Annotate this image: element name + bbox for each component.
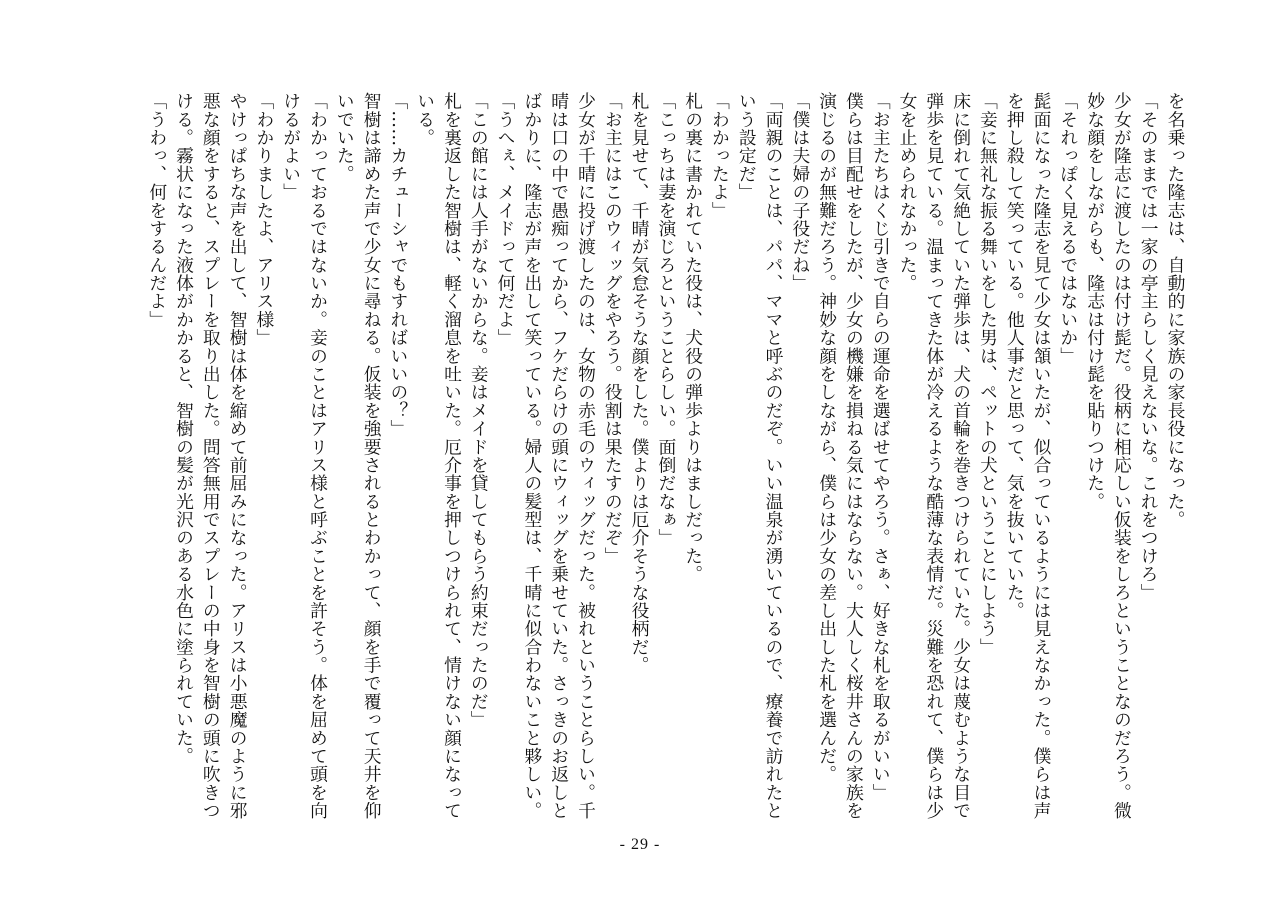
paragraph: 「うへぇ、メイドって何だよ」 bbox=[495, 92, 517, 347]
paragraph: 「こっちは妻を演じろということらしい。面倒だなぁ」 bbox=[655, 92, 677, 547]
paragraph: 「お主たちはくじ引きで自らの運命を選ばせてやろう。さぁ、好きな札を取るがいい」 bbox=[870, 92, 892, 802]
paragraph: を名乗った隆志は、自動的に家族の家長役になった。 bbox=[1165, 92, 1186, 529]
vertical-text-body bbox=[118, 92, 1188, 836]
paragraph: 「そのままでは一家の亭主らしく見えないな。これをつけろ」 bbox=[1138, 92, 1160, 602]
paragraph: 「妾に無礼な振る舞いをした男は、ペットの犬ということにしよう」 bbox=[977, 92, 999, 656]
paragraph: 僕らは目配せをしたが、少女の機嫌を損ねる気にはならない。大人しく桜井さんの家族を演じるのが無難だろう。神妙な顔をしながら、僕らは少女の差し出した札を選んだ。 bbox=[816, 92, 865, 820]
paragraph: やけっぱちな声を出して、智樹は体を縮めて前屈みになった。アリスは小悪魔のように邪悪な顔をすると、スプレーを取り出した。問答無用でスプレーの中身を智樹の頭に吹きつける。霧状になった液体がかかると、智樹の髪が光沢のある水色に塗られていた。 bbox=[173, 92, 249, 820]
paragraph: 少女が隆志に渡したのは付け髭だ。役柄に相応しい仮装をしろということなのだろう。微妙な顔をしながらも、隆志は付け髭を貼りつけた。 bbox=[1084, 92, 1133, 820]
paragraph: 智樹は諦めた声で少女に尋ねる。仮装を強要されるとわかって、顔を手で覆って天井を仰いでいた。 bbox=[334, 92, 383, 820]
paragraph: 「わかったよ」 bbox=[709, 92, 731, 220]
paragraph: 「この館には人手がないからな。妾はメイドを貸してもらう約束だったのだ」 bbox=[468, 92, 490, 729]
paragraph: 床に倒れて気絶していた弾歩は、犬の首輪を巻きつけられていた。少女は蔑むような目で弾歩を見ている。温まってきた体が冷えるような酷薄な表情だ。災難を恐れて、僕らは少女を止められなかった。 bbox=[897, 92, 972, 820]
paragraph: 札を見せて、千晴が気怠そうな顔をした。僕よりは厄介そうな役柄だ。 bbox=[629, 92, 651, 675]
paragraph: 札の裏に書かれていた役は、犬役の弾歩よりはましだった。 bbox=[682, 92, 704, 584]
paragraph: 髭面になった隆志を見て少女は頷いたが、似合っているようには見えなかった。僕らは声を押し殺して笑っている。他人事だと思って、気を抜いていた。 bbox=[1004, 92, 1053, 820]
paragraph: 「うわっ、何をするんだよ」 bbox=[146, 92, 168, 329]
page-number: - 29 - bbox=[619, 836, 661, 853]
paragraph: 札を裏返した智樹は、軽く溜息を吐いた。厄介事を押しつけられて、情けない顔になっている。 bbox=[414, 92, 463, 820]
paragraph: 「両親のことは、パパ、ママと呼ぶのだぞ。いい温泉が湧いているので、療養で訪れたという設定だ」 bbox=[736, 92, 785, 820]
paragraph: 「……カチューシャでもすればいいの？」 bbox=[387, 92, 409, 438]
paragraph: 「僕は夫婦の子役だね」 bbox=[789, 92, 811, 293]
paragraph: 「お主にはこのウィッグをやろう。役割は果たすのだぞ」 bbox=[602, 92, 624, 565]
paragraph: 「わかっておるではないか。妾のことはアリス様と呼ぶことを許そう。体を屈めて頭を向けるがよい」 bbox=[280, 92, 329, 820]
paragraph: 「それっぽく見えるではないか」 bbox=[1057, 92, 1079, 365]
paragraph: 少女が千晴に投げ渡したのは、女物の赤毛のウィッグだった。被れということらしい。千晴は口の中で愚痴ってから、フケだらけの頭にウィッグを乗せていた。さっきのお返しとばかりに、隆志が声を出して笑っている。婦人の髪型は、千晴に似合わないこと夥しい。 bbox=[521, 92, 597, 820]
paragraph: 「わかりましたよ、アリス様」 bbox=[253, 92, 275, 347]
